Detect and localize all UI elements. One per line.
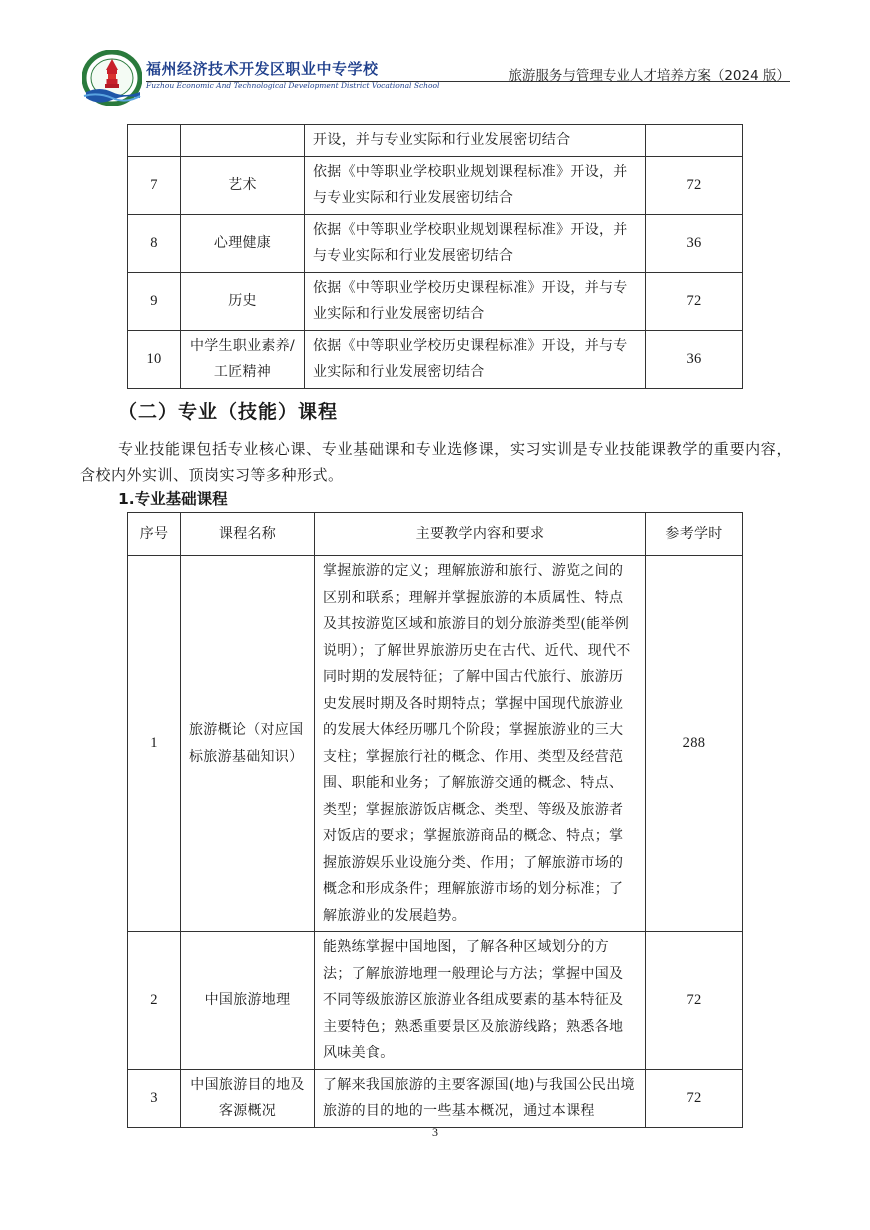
section-paragraph: 专业技能课包括专业核心课、专业基础课和专业选修课，实习实训是专业技能课教学的重要内容，含校内外实训、顶岗实习等多种形式。 bbox=[80, 440, 792, 484]
table-header-row bbox=[128, 513, 743, 556]
table-row bbox=[128, 330, 743, 388]
course-hours bbox=[646, 125, 743, 157]
course-content: 依据《中等职业学校职业规划课程标准》开设，并与专业实际和行业发展密切结合 bbox=[305, 156, 646, 214]
table-row bbox=[128, 556, 743, 932]
school-name-en: Fuzhou Economic And Technological Development District Vocational School bbox=[146, 81, 440, 90]
table-row bbox=[128, 156, 743, 214]
course-name bbox=[181, 125, 305, 157]
header-number: 序号 bbox=[128, 513, 181, 556]
header-divider bbox=[146, 81, 790, 82]
course-hours: 72 bbox=[646, 1069, 743, 1127]
course-name: 历史 bbox=[181, 272, 305, 330]
course-hours: 72 bbox=[646, 932, 743, 1070]
course-number: 9 bbox=[128, 272, 181, 330]
page-number: 3 bbox=[432, 1125, 438, 1139]
header-hours: 参考学时 bbox=[646, 513, 743, 556]
course-number: 2 bbox=[128, 932, 181, 1070]
document-title: 旅游服务与管理专业人才培养方案（2024 版） bbox=[508, 68, 790, 84]
table-row bbox=[128, 125, 743, 157]
professional-courses-table bbox=[127, 512, 743, 1128]
course-content: 依据《中等职业学校职业规划课程标准》开设，并与专业实际和行业发展密切结合 bbox=[305, 214, 646, 272]
course-number: 1 bbox=[128, 556, 181, 932]
course-number: 10 bbox=[128, 330, 181, 388]
table-row bbox=[128, 1069, 743, 1127]
course-number: 7 bbox=[128, 156, 181, 214]
course-name: 心理健康 bbox=[181, 214, 305, 272]
course-name: 中学生职业素养/工匠精神 bbox=[181, 330, 305, 388]
course-hours: 72 bbox=[646, 156, 743, 214]
table-row bbox=[128, 932, 743, 1070]
course-content: 掌握旅游的定义；理解旅游和旅行、游览之间的区别和联系；理解并掌握旅游的本质属性、特点及其按游览区域和旅游目的划分旅游类型(能举例说明）；了解世界旅游历史在古代、近代、现代不同时期的发展特征；了解中国古代旅行、旅游历史发展时期及各时期特点；掌握中国现代旅游业的发展大体经历哪几个阶段；掌握旅游业的三大支柱；掌握旅行社的概念、作用、类型及经营范围、职能和业务；了解旅游交通的概念、特点、类型；掌握旅游饭店概念、类型、等级及旅游者对饭店的要求；掌握旅游商品的概念、特点；掌握旅游娱乐业设施分类、作用；了解旅游市场的概念和形成条件；理解旅游市场的划分标准；了解旅游业的发展趋势。 bbox=[315, 556, 646, 932]
course-content: 依据《中等职业学校历史课程标准》开设，并与专业实际和行业发展密切结合 bbox=[305, 330, 646, 388]
course-name: 艺术 bbox=[181, 156, 305, 214]
course-name: 中国旅游目的地及客源概况 bbox=[181, 1069, 315, 1127]
course-content: 能熟练掌握中国地图，了解各种区域划分的方法；了解旅游地理一般理论与方法；掌握中国及不同等级旅游区旅游业各组成要素的基本特征及主要特色；熟悉重要景区及旅游线路；熟悉各地风味美食。 bbox=[315, 932, 646, 1070]
table-row bbox=[128, 272, 743, 330]
header-content: 主要教学内容和要求 bbox=[315, 513, 646, 556]
course-name: 旅游概论（对应国标旅游基础知识） bbox=[181, 556, 315, 932]
course-content: 依据《中等职业学校历史课程标准》开设，并与专业实际和行业发展密切结合 bbox=[305, 272, 646, 330]
course-number: 8 bbox=[128, 214, 181, 272]
course-hours: 72 bbox=[646, 272, 743, 330]
table-row bbox=[128, 214, 743, 272]
course-content: 了解来我国旅游的主要客源国(地)与我国公民出境旅游的目的地的一些基本概况，通过本课程 bbox=[315, 1069, 646, 1127]
section-title: （二）专业（技能）课程 bbox=[118, 401, 339, 423]
course-hours: 36 bbox=[646, 330, 743, 388]
course-hours: 288 bbox=[646, 556, 743, 932]
header-course-name: 课程名称 bbox=[181, 513, 315, 556]
course-number: 3 bbox=[128, 1069, 181, 1127]
school-name-cn: 福州经济技术开发区职业中专学校 bbox=[146, 60, 379, 78]
public-courses-table bbox=[127, 124, 743, 389]
course-name: 中国旅游地理 bbox=[181, 932, 315, 1070]
course-content: 开设，并与专业实际和行业发展密切结合 bbox=[305, 125, 646, 157]
course-hours: 36 bbox=[646, 214, 743, 272]
subsection-title: 1.专业基础课程 bbox=[118, 490, 228, 508]
course-number bbox=[128, 125, 181, 157]
school-logo bbox=[82, 50, 142, 106]
